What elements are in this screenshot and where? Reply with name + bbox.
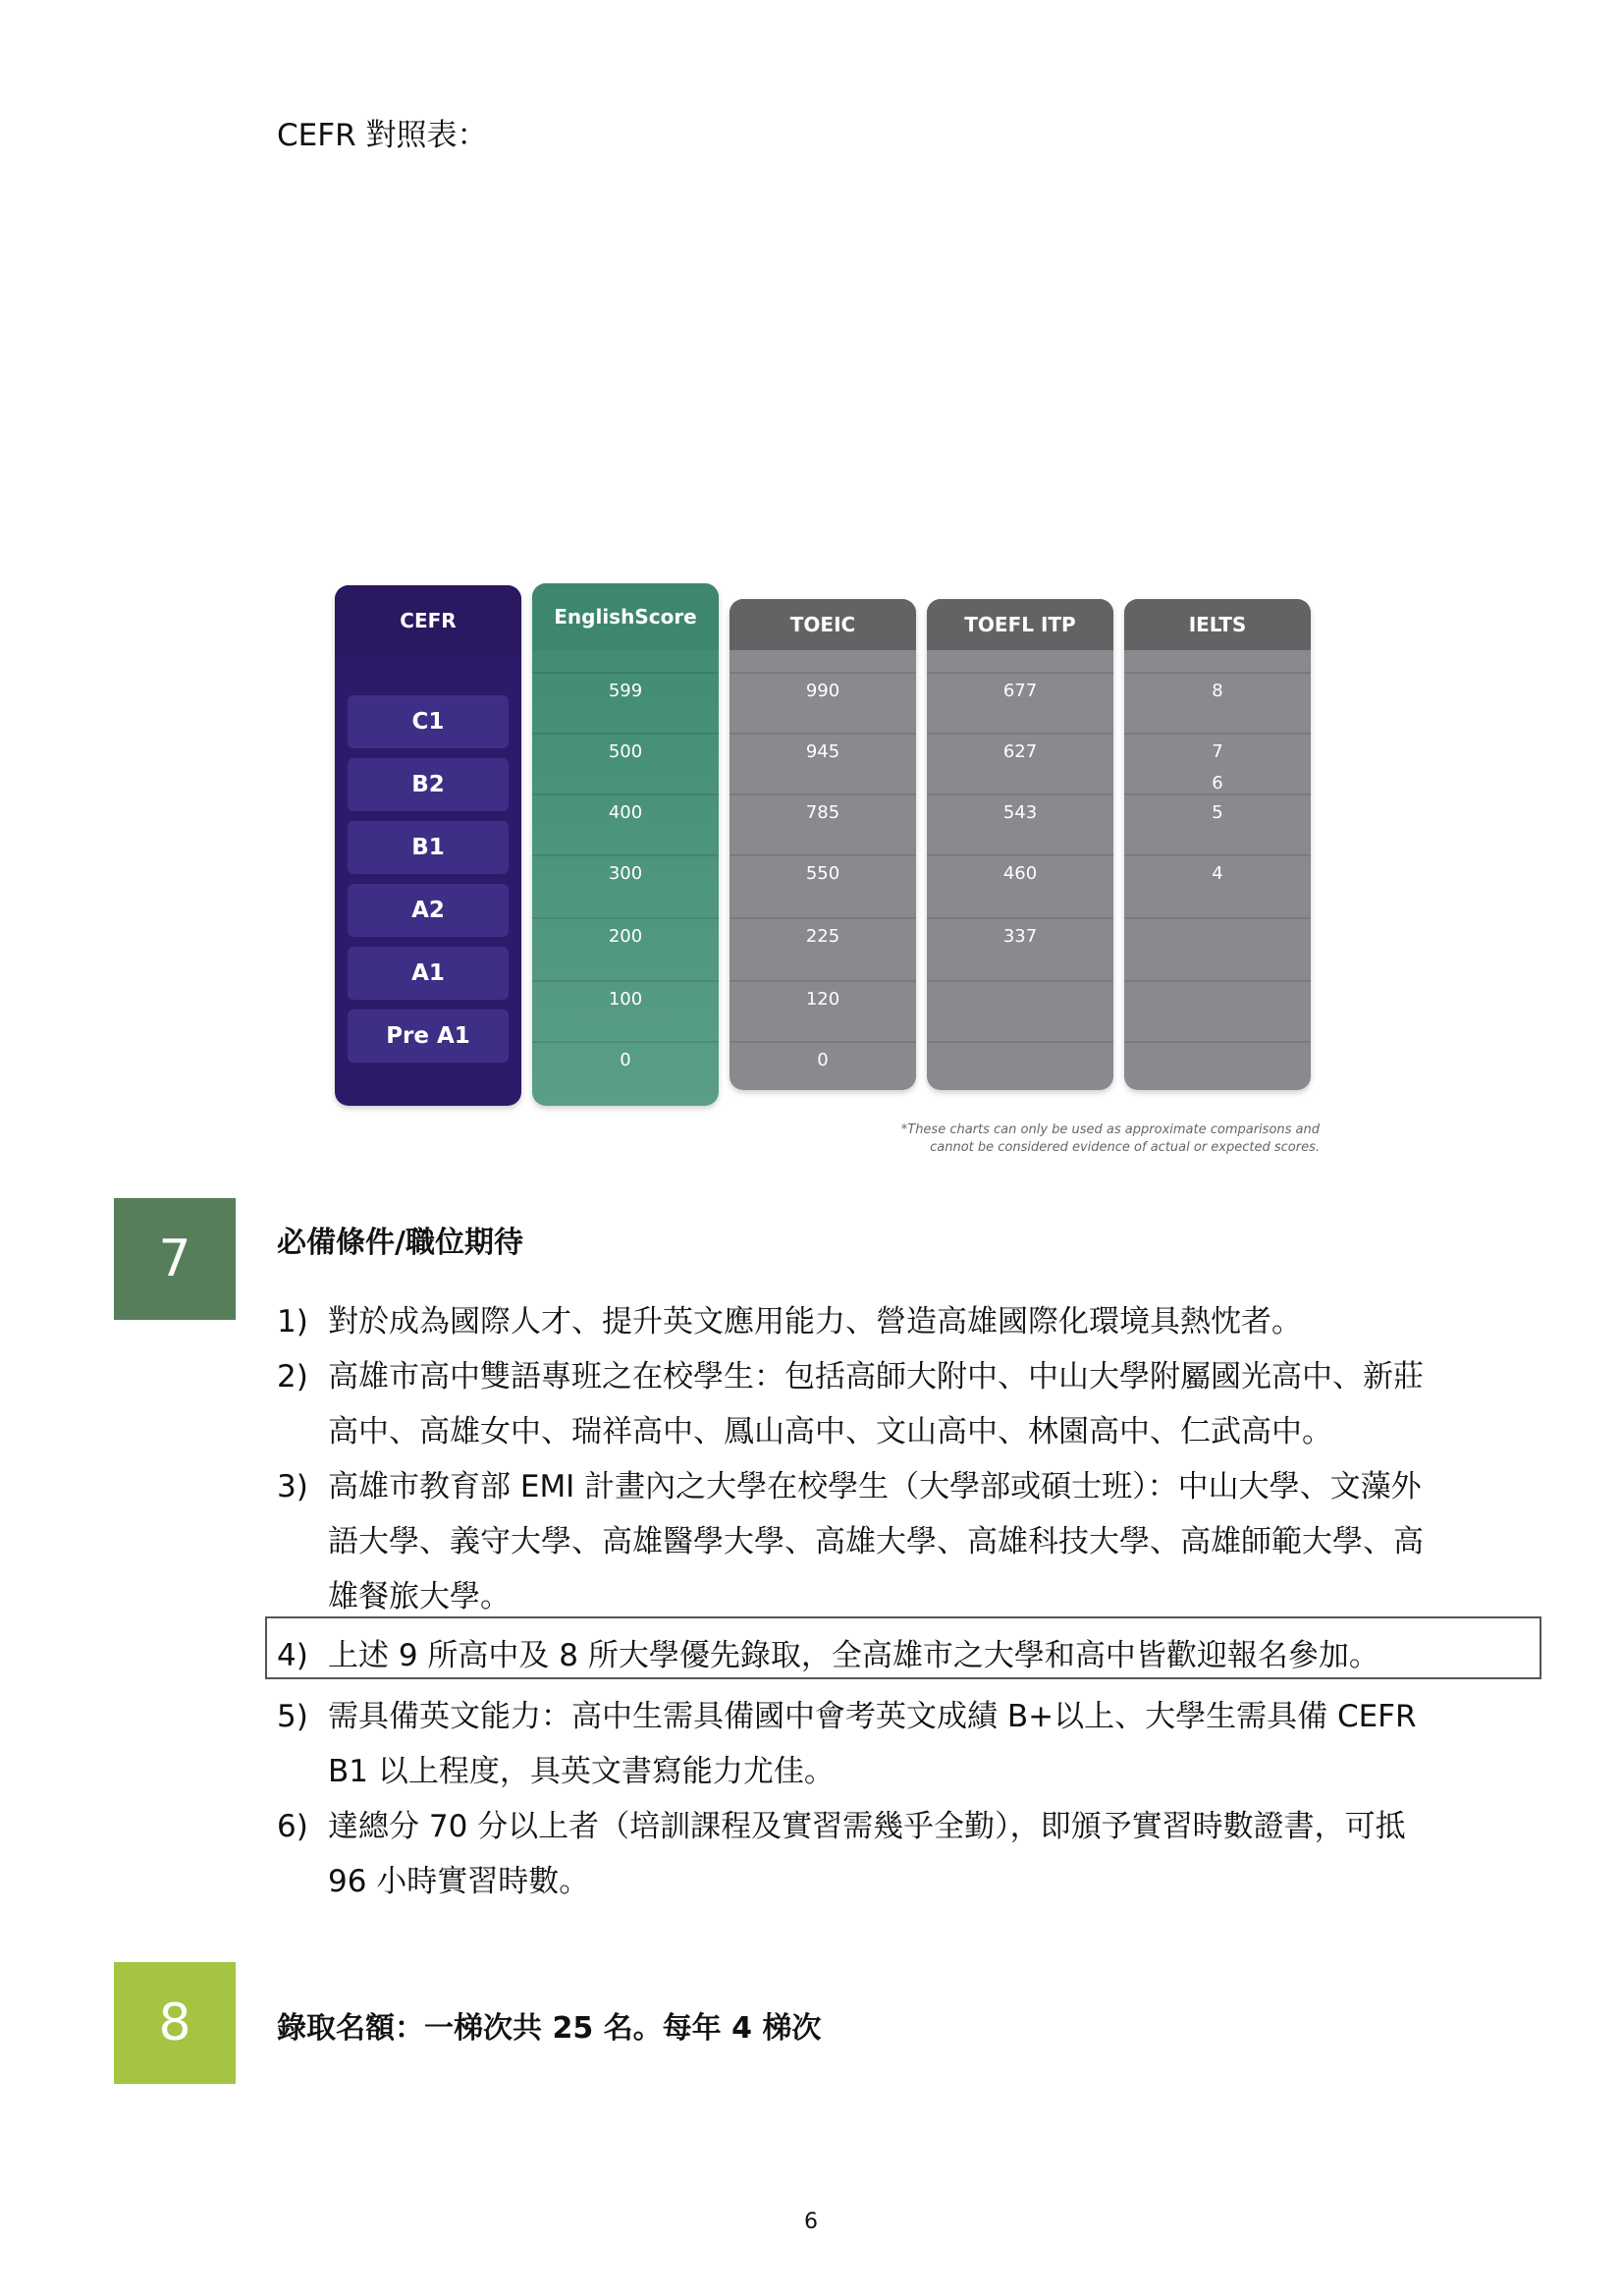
englishscore-value: 400: [608, 802, 643, 823]
ielts-value: 8: [1212, 681, 1223, 701]
cefr-level: B1: [348, 821, 509, 874]
cefr-level: Pre A1: [348, 1010, 509, 1063]
list-item-text: 96 小時實習時數。: [328, 1864, 590, 1899]
toefl-value: 627: [1002, 741, 1038, 762]
list-item-text: 語大學、義守大學、高雄醫學大學、高雄大學、高雄科技大學、高雄師範大學、高: [328, 1524, 1424, 1559]
list-item: [277, 1459, 1534, 1624]
englishscore-value: 0: [620, 1050, 631, 1070]
toeic-value: 945: [805, 741, 840, 762]
list-item-number: 5): [277, 1699, 308, 1734]
chart-disclaimer: [835, 1121, 1320, 1157]
toeic-value: 785: [805, 802, 840, 823]
englishscore-column-header: EnglishScore: [532, 583, 719, 650]
list-item-text: 高雄市高中雙語專班之在校學生：包括高師大附中、中山大學附屬國光高中、新莊: [328, 1359, 1424, 1394]
ielts-value: 6: [1212, 773, 1223, 793]
list-item: [277, 1628, 1534, 1683]
list-item: [277, 1689, 1534, 1799]
cefr-column: [335, 585, 521, 1106]
list-item-number: 1): [277, 1304, 308, 1339]
englishscore-value: 300: [608, 863, 643, 884]
list-item-text: 需具備英文能力：高中生需具備國中會考英文成績 B+以上、大學生需具備 CEFR: [328, 1699, 1417, 1734]
cefr-level: C1: [348, 695, 509, 748]
disclaimer-line: cannot be considered evidence of actual or expected scores.: [930, 1140, 1320, 1155]
ielts-value: 4: [1212, 863, 1223, 884]
list-item-number: 2): [277, 1359, 308, 1394]
disclaimer-line: *These charts can only be used as approximate comparisons and: [900, 1122, 1320, 1137]
cefr-level: A1: [348, 947, 509, 1000]
cefr-level: A2: [348, 884, 509, 937]
toefl-value: 677: [1002, 681, 1038, 701]
cefr-table-heading: CEFR 對照表：: [277, 118, 488, 153]
toefl-column: [927, 599, 1113, 1090]
englishscore-value: 100: [608, 989, 643, 1010]
cefr-column-header: CEFR: [335, 585, 521, 656]
englishscore-value: 500: [608, 741, 643, 762]
section-number-badge: 7: [114, 1198, 236, 1320]
toeic-value: 120: [805, 989, 840, 1010]
list-item-text: 高雄市教育部 EMI 計畫內之大學在校學生（大學部或碩士班）：中山大學、文藻外: [328, 1469, 1422, 1504]
list-item: [277, 1349, 1534, 1459]
section-number-badge: 8: [114, 1962, 236, 2084]
englishscore-value: 200: [608, 926, 643, 947]
list-item: [277, 1799, 1534, 1909]
toeic-value: 225: [805, 926, 840, 947]
toefl-column-header: TOEFL ITP: [927, 599, 1113, 650]
section-title: 必備條件/職位期待: [277, 1226, 523, 1260]
cefr-level: B2: [348, 758, 509, 811]
list-item-text: 達總分 70 分以上者（培訓課程及實習需幾乎全勤），即頒予實習時數證書，可抵: [328, 1809, 1406, 1844]
list-item-number: 4): [277, 1638, 308, 1673]
section-title: 錄取名額：一梯次共 25 名。每年 4 梯次: [277, 2011, 822, 2046]
toefl-value: 543: [1002, 802, 1038, 823]
list-item-number: 3): [277, 1469, 308, 1504]
toeic-column-header: TOEIC: [730, 599, 916, 650]
toeic-value: 0: [817, 1050, 829, 1070]
list-item-text: B1 以上程度，具英文書寫能力尤佳。: [328, 1754, 835, 1789]
englishscore-column: [532, 583, 719, 1106]
toeic-value: 990: [805, 681, 840, 701]
toeic-column: [730, 599, 916, 1090]
toefl-value: 337: [1002, 926, 1038, 947]
page-number: 6: [804, 2210, 818, 2234]
toefl-value: 460: [1002, 863, 1038, 884]
list-item-number: 6): [277, 1809, 308, 1844]
toeic-value: 550: [805, 863, 840, 884]
englishscore-value: 599: [608, 681, 643, 701]
ielts-value: 5: [1212, 802, 1223, 823]
list-item-text: 雄餐旅大學。: [328, 1579, 511, 1614]
list-item: [277, 1294, 1534, 1349]
cefr-comparison-chart: [324, 575, 1325, 1165]
requirements-list: [277, 1294, 1534, 1909]
ielts-column-header: IELTS: [1124, 599, 1311, 650]
list-item-text: 對於成為國際人才、提升英文應用能力、營造高雄國際化環境具熱忱者。: [328, 1304, 1302, 1339]
list-item-text: 高中、高雄女中、瑞祥高中、鳳山高中、文山高中、林園高中、仁武高中。: [328, 1414, 1332, 1449]
ielts-column: [1124, 599, 1311, 1090]
ielts-value: 7: [1212, 741, 1223, 762]
list-item-text: 上述 9 所高中及 8 所大學優先錄取，全高雄市之大學和高中皆歡迎報名參加。: [328, 1638, 1379, 1673]
